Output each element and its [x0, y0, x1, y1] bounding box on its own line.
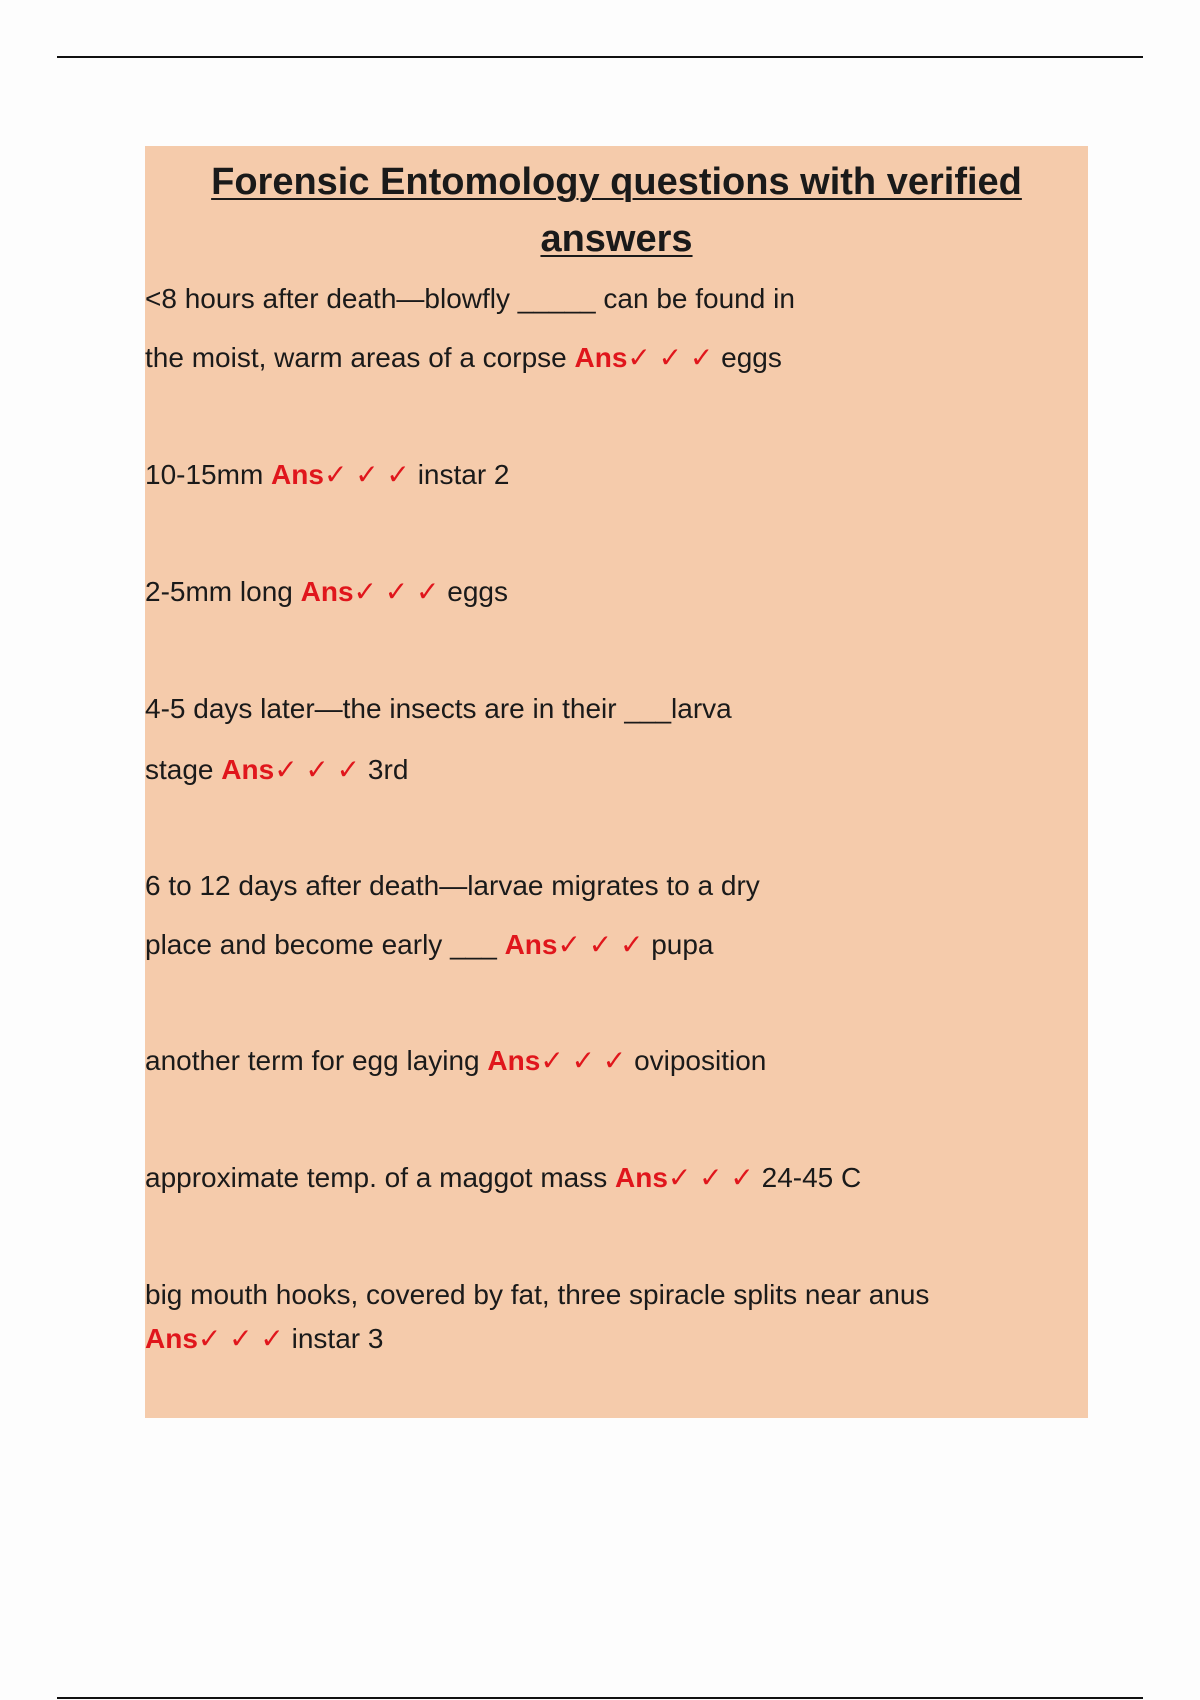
answer-label: Ans — [504, 929, 558, 960]
qa-item — [145, 1281, 1085, 1353]
qa-item — [145, 461, 1085, 489]
question-text: 6 to 12 days after death—larvae migrates to a dry — [145, 870, 760, 901]
check-marks: ✓ ✓ ✓ — [353, 576, 440, 607]
answer-label: Ans — [145, 1323, 198, 1354]
question-text: 4-5 days later—the insects are in their ___larva — [145, 693, 732, 724]
question-answer-line — [145, 1047, 1085, 1075]
document-panel — [145, 146, 1088, 1418]
answer-label: Ans — [574, 342, 628, 373]
question-answer-line — [145, 578, 1085, 606]
answer-text: eggs — [721, 342, 782, 373]
answer-text: oviposition — [634, 1045, 767, 1076]
question-text: approximate temp. of a maggot mass — [145, 1162, 608, 1193]
answer-text: eggs — [447, 576, 508, 607]
answer-label: Ans — [615, 1162, 668, 1193]
answer-text: 3rd — [367, 754, 409, 785]
question-answer-line — [145, 344, 1085, 372]
question-text: another term for egg laying — [145, 1045, 480, 1076]
question-answer-line — [145, 1164, 1085, 1192]
question-text: stage — [145, 754, 214, 785]
check-marks: ✓ ✓ ✓ — [667, 1162, 754, 1193]
header-rule — [57, 56, 1143, 58]
answer-text: instar 2 — [417, 459, 510, 490]
question-text: big mouth hooks, covered by fat, three spiracle splits near anus — [145, 1279, 930, 1310]
check-marks: ✓ ✓ ✓ — [323, 459, 410, 490]
question-text: 10-15mm — [145, 459, 264, 490]
answer-label: Ans — [271, 459, 324, 490]
check-marks: ✓ ✓ ✓ — [627, 342, 714, 373]
document-title — [145, 146, 1088, 268]
title-line-2: answers — [540, 218, 693, 260]
answer-label: Ans — [300, 576, 354, 607]
question-text: place and become early ___ — [145, 929, 497, 960]
question-answer-line — [145, 1325, 1085, 1353]
answer-text: pupa — [651, 929, 714, 960]
qa-item — [145, 1047, 1085, 1075]
check-marks: ✓ ✓ ✓ — [274, 754, 361, 785]
question-answer-line — [145, 461, 1085, 489]
answer-text: 24-45 C — [761, 1162, 862, 1193]
footer-rule — [57, 1697, 1143, 1699]
check-marks: ✓ ✓ ✓ — [540, 1045, 627, 1076]
answer-label: Ans — [487, 1045, 541, 1076]
question-answer-line — [145, 931, 1085, 959]
qa-item — [145, 872, 1085, 959]
qa-item — [145, 1164, 1085, 1192]
answer-label: Ans — [221, 754, 275, 785]
title-line-1: Forensic Entomology questions with verified — [211, 161, 1022, 203]
answer-text: instar 3 — [291, 1323, 384, 1354]
check-marks: ✓ ✓ ✓ — [197, 1323, 284, 1354]
check-marks: ✓ ✓ ✓ — [557, 929, 644, 960]
question-text: the moist, warm areas of a corpse — [145, 342, 567, 373]
question-answer-line — [145, 756, 1085, 784]
qa-item — [145, 578, 1085, 606]
qa-item — [145, 695, 1085, 784]
qa-item — [145, 285, 1085, 372]
question-text: 2-5mm long — [145, 576, 293, 607]
question-text: <8 hours after death—blowfly _____ can be found in — [145, 283, 795, 314]
